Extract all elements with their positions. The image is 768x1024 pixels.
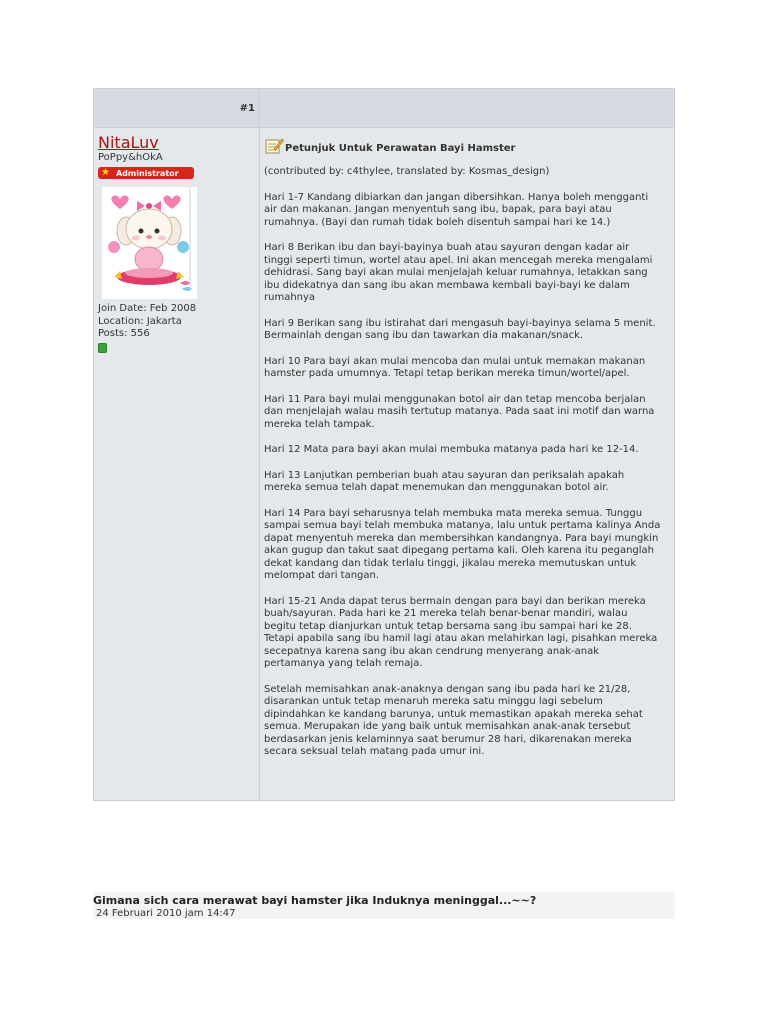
join-date: Join Date: Feb 2008 [98,303,197,314]
post-paragraph: Hari 14 Para bayi seharusnya telah membuka mata mereka semua. Tunggu sampai semua bayi telah membuka matanya, lalu untuk pertama kalinya Anda dapat menyentuh mereka dan membersihkan kandangnya. Para bayi mungkin akan gugup dan takut saat dipegang pertama kali. Oleh karena itu peganglah dekat kandang dan tidak terlalu tinggi, jikalau mereka memutuskan untuk melompat dari tangan. [264,507,661,581]
online-status-icon [98,343,107,353]
post-paragraph: Hari 11 Para bayi mulai menggunakan botol air dan tetap mencoba berjalan dan menjelajah walau masih tertutup matanya. Pada saat ini motif dan warna mereka telah tampak. [264,393,655,430]
question-date: 24 Februari 2010 jam 14:47 [96,908,236,919]
rank-badge [98,167,194,179]
post-paragraph: Hari 1-7 Kandang dibiarkan dan jangan dibersihkan. Hanya boleh mengganti air dan makanan. Jangan menyentuh sang ibu, bapak, para bayi atau rumahnya. (Bayi dan rumah tidak boleh disentuh sampai hari ke 14.) [264,191,649,228]
post-paragraph: Hari 9 Berikan sang ibu istirahat dari mengasuh bayi-bayinya selama 5 menit. Bermainlah dengan sang ibu dan tawarkan dia makanan/snack. [264,317,656,341]
post-content [264,137,669,759]
post-title: Petunjuk Untuk Perawatan Bayi Hamster [285,143,516,154]
user-stats [98,303,259,341]
post-number[interactable]: #1 [94,89,259,128]
post-body [264,166,669,759]
post-paragraph: (contributed by: c4thylee, translated by: Kosmas_design) [264,166,550,177]
user-title: PoPpy&hOkA [98,152,163,163]
location: Location: Jakarta [98,315,182,327]
avatar[interactable] [102,187,197,299]
post-count: Posts: 556 [98,328,150,339]
post-header [94,89,674,128]
star-icon: ★ [101,167,110,178]
forum-post [93,88,675,801]
question-title[interactable]: Gimana sich cara merawat bayi hamster jika Induknya meninggal...~~? [93,894,537,907]
user-info-panel [94,128,260,801]
post-paragraph: Hari 10 Para bayi akan mulai mencoba dan mulai untuk memakan makanan hamster pada umumnya. Tetapi tetap berikan mereka timun/wortel/apel. [264,355,646,379]
username-link[interactable]: NitaLuv [98,133,159,152]
post-paragraph: Hari 12 Mata para bayi akan mulai membuka matanya pada hari ke 12-14. [264,444,639,455]
post-paragraph: Hari 15-21 Anda dapat terus bermain dengan para bayi dan berikan mereka buah/sayuran. Pada hari ke 21 mereka telah benar-benar mandiri, walau begitu tetap dianjurkan untuk tetap bersama sang ibu sampai hari ke 28. Tetapi apabila sang ibu hamil lagi atau akan melahirkan lagi, pisahkan mereka secepatnya karena sang ibu akan cendrung menyerang anak-anak pertamanya yang telah remaja. [264,595,658,669]
question-bar [93,892,675,919]
post-paragraph: Hari 13 Lanjutkan pemberian buah atau sayuran dan periksalah apakah mereka semua telah dapat menemukan dan menggunakan botol air. [264,469,625,493]
post-icon [264,137,284,155]
post-paragraph: Setelah memisahkan anak-anaknya dengan sang ibu pada hari ke 21/28, disarankan untuk tetap menaruh mereka satu minggu lagi sebelum dipindahkan ke kandang barunya, untuk memastikan apakah mereka sehat semua. Merupakan ide yang baik untuk memisahkan anak-anak tersebut berdasarkan jenis kelaminnya saat berumur 28 hari, dikarenakan mereka secara seksual telah matang pada umur ini. [264,683,643,757]
post-paragraph: Hari 8 Berikan ibu dan bayi-bayinya buah atau sayuran dengan kadar air tinggi seperti timun, wortel atau apel. Ini akan mencegah mereka mengalami dehidrasi. Sang bayi akan mulai menjelajah keluar rumahnya, letakkan sang ibu didekatnya dan sang ibu akan membawa kembali bayi-bayi ke dalam rumahnya [264,242,653,303]
post-title-row [264,137,669,155]
rank-label: Administrator [115,168,179,178]
